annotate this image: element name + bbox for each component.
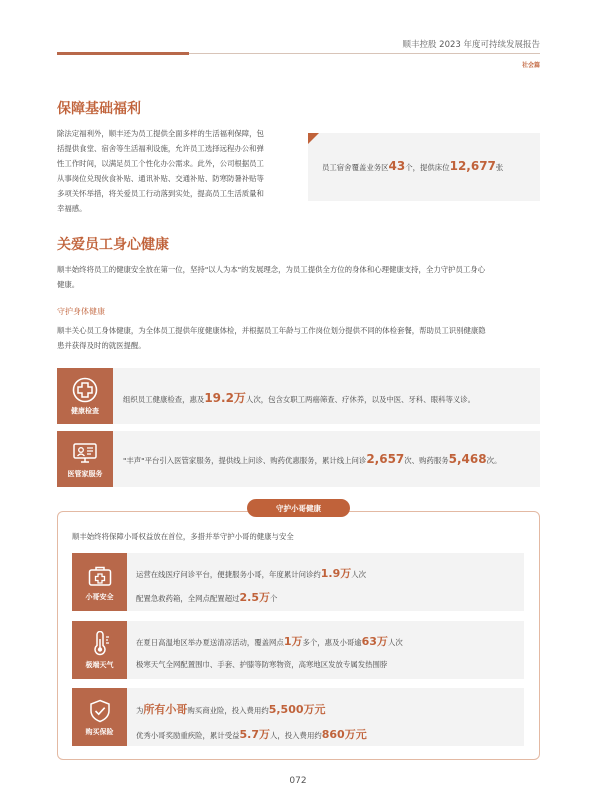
service-label: 健康检查 xyxy=(71,406,99,415)
courier-health-pill: 守护小哥健康 xyxy=(247,499,350,517)
thermometer-icon xyxy=(87,631,113,657)
medical-cross-icon xyxy=(72,377,98,403)
courier-row-line: 为所有小哥购买商业险，投入费用约5,500万元 xyxy=(136,703,326,716)
courier-row-safety xyxy=(72,553,524,611)
courier-row-line: 优秀小哥奖励重疾险，累计受益5.7万人，投入费用约860万元 xyxy=(136,728,367,741)
courier-row-insurance xyxy=(72,688,524,746)
section-label: 社会篇 xyxy=(521,62,540,69)
service-description: 组织员工健康检查，惠及19.2万人次，包含女职工两癌筛查、疗休养，以及中医、牙科、眼科等义诊。 xyxy=(123,391,476,405)
courier-row-label: 极端天气 xyxy=(85,660,114,669)
health-intro: 顺丰始终将员工的健康安全放在第一位，坚持"以人为本"的发展理念，为员工提供全方位的身体和心理健康支持，全力守护员工身心 健康。 xyxy=(57,265,486,289)
physical-health-paragraph: 顺丰关心员工身体健康，为全体员工提供年度健康体检，并根据员工年龄与工作岗位划分提供不同的体检套餐，帮助员工识别健康隐 患并获得及时的就医提醒。 xyxy=(57,326,486,350)
courier-row-extreme-weather xyxy=(72,621,524,679)
dormitory-stat-box xyxy=(308,133,540,201)
corner-accent xyxy=(308,133,319,144)
courier-intro: 顺丰始终将保障小哥权益放在首位，多措并举守护小哥的健康与安全 xyxy=(72,532,294,541)
first-aid-kit-icon xyxy=(87,563,113,589)
page-number: 072 xyxy=(289,776,307,786)
courier-row-line: 配置急救药箱，全网点配置超过2.5万个 xyxy=(136,591,278,604)
service-label: 医管家服务 xyxy=(67,469,103,478)
doctor-screen-icon xyxy=(72,440,98,466)
courier-icon-tile xyxy=(72,553,127,611)
welfare-heading: 保障基础福利 xyxy=(57,101,141,117)
service-icon-tile xyxy=(57,368,113,424)
courier-icon-tile xyxy=(72,688,127,746)
header-divider xyxy=(189,53,540,54)
courier-icon-tile xyxy=(72,621,127,679)
courier-row-line: 极寒天气全网配置围巾、手套、护膝等防寒物资，高寒地区发放专属发热围脖 xyxy=(136,660,388,669)
header-accent-bar xyxy=(57,52,189,55)
service-icon-tile xyxy=(57,431,113,487)
dormitory-stat-text: 员工宿舍覆盖业务区43个，提供床位12,677张 xyxy=(322,159,504,173)
physical-health-subheading: 守护身体健康 xyxy=(57,307,105,316)
courier-row-label: 小哥安全 xyxy=(85,592,114,601)
courier-row-label: 购买保险 xyxy=(85,727,114,736)
service-row-health-check xyxy=(57,368,540,424)
service-row-medical-butler xyxy=(57,431,540,487)
health-heading: 关爱员工身心健康 xyxy=(57,237,169,253)
courier-row-line: 在夏日高温地区举办夏送清凉活动，覆盖网点1万多个，惠及小哥逾63万人次 xyxy=(136,635,403,648)
service-description: "丰声"平台引入医管家服务，提供线上问诊、购药优惠服务，累计线上问诊2,657次、购药服务5,468次。 xyxy=(123,452,502,466)
report-title: 顺丰控股 2023 年度可持续发展报告 xyxy=(402,40,540,50)
welfare-paragraph: 除法定福利外，顺丰还为员工提供全面多样的生活福利保障，包 括提供食堂、宿舍等生活福利设施，允许员工选择远程办公和弹 性工作时间，以满足员工个性化办公需求。此外，公司根据员工 从事岗位兑现伙食补贴、通讯补贴、交通补贴、防寒防暑补贴等 多项关怀举措，将关爱员工行动落到实处，提高员工生活质量和 幸福感。 xyxy=(57,129,264,213)
shield-check-icon xyxy=(87,698,113,724)
courier-row-line: 运营在线医疗问诊平台，便捷服务小哥，年度累计问诊约1.9万人次 xyxy=(136,567,367,580)
